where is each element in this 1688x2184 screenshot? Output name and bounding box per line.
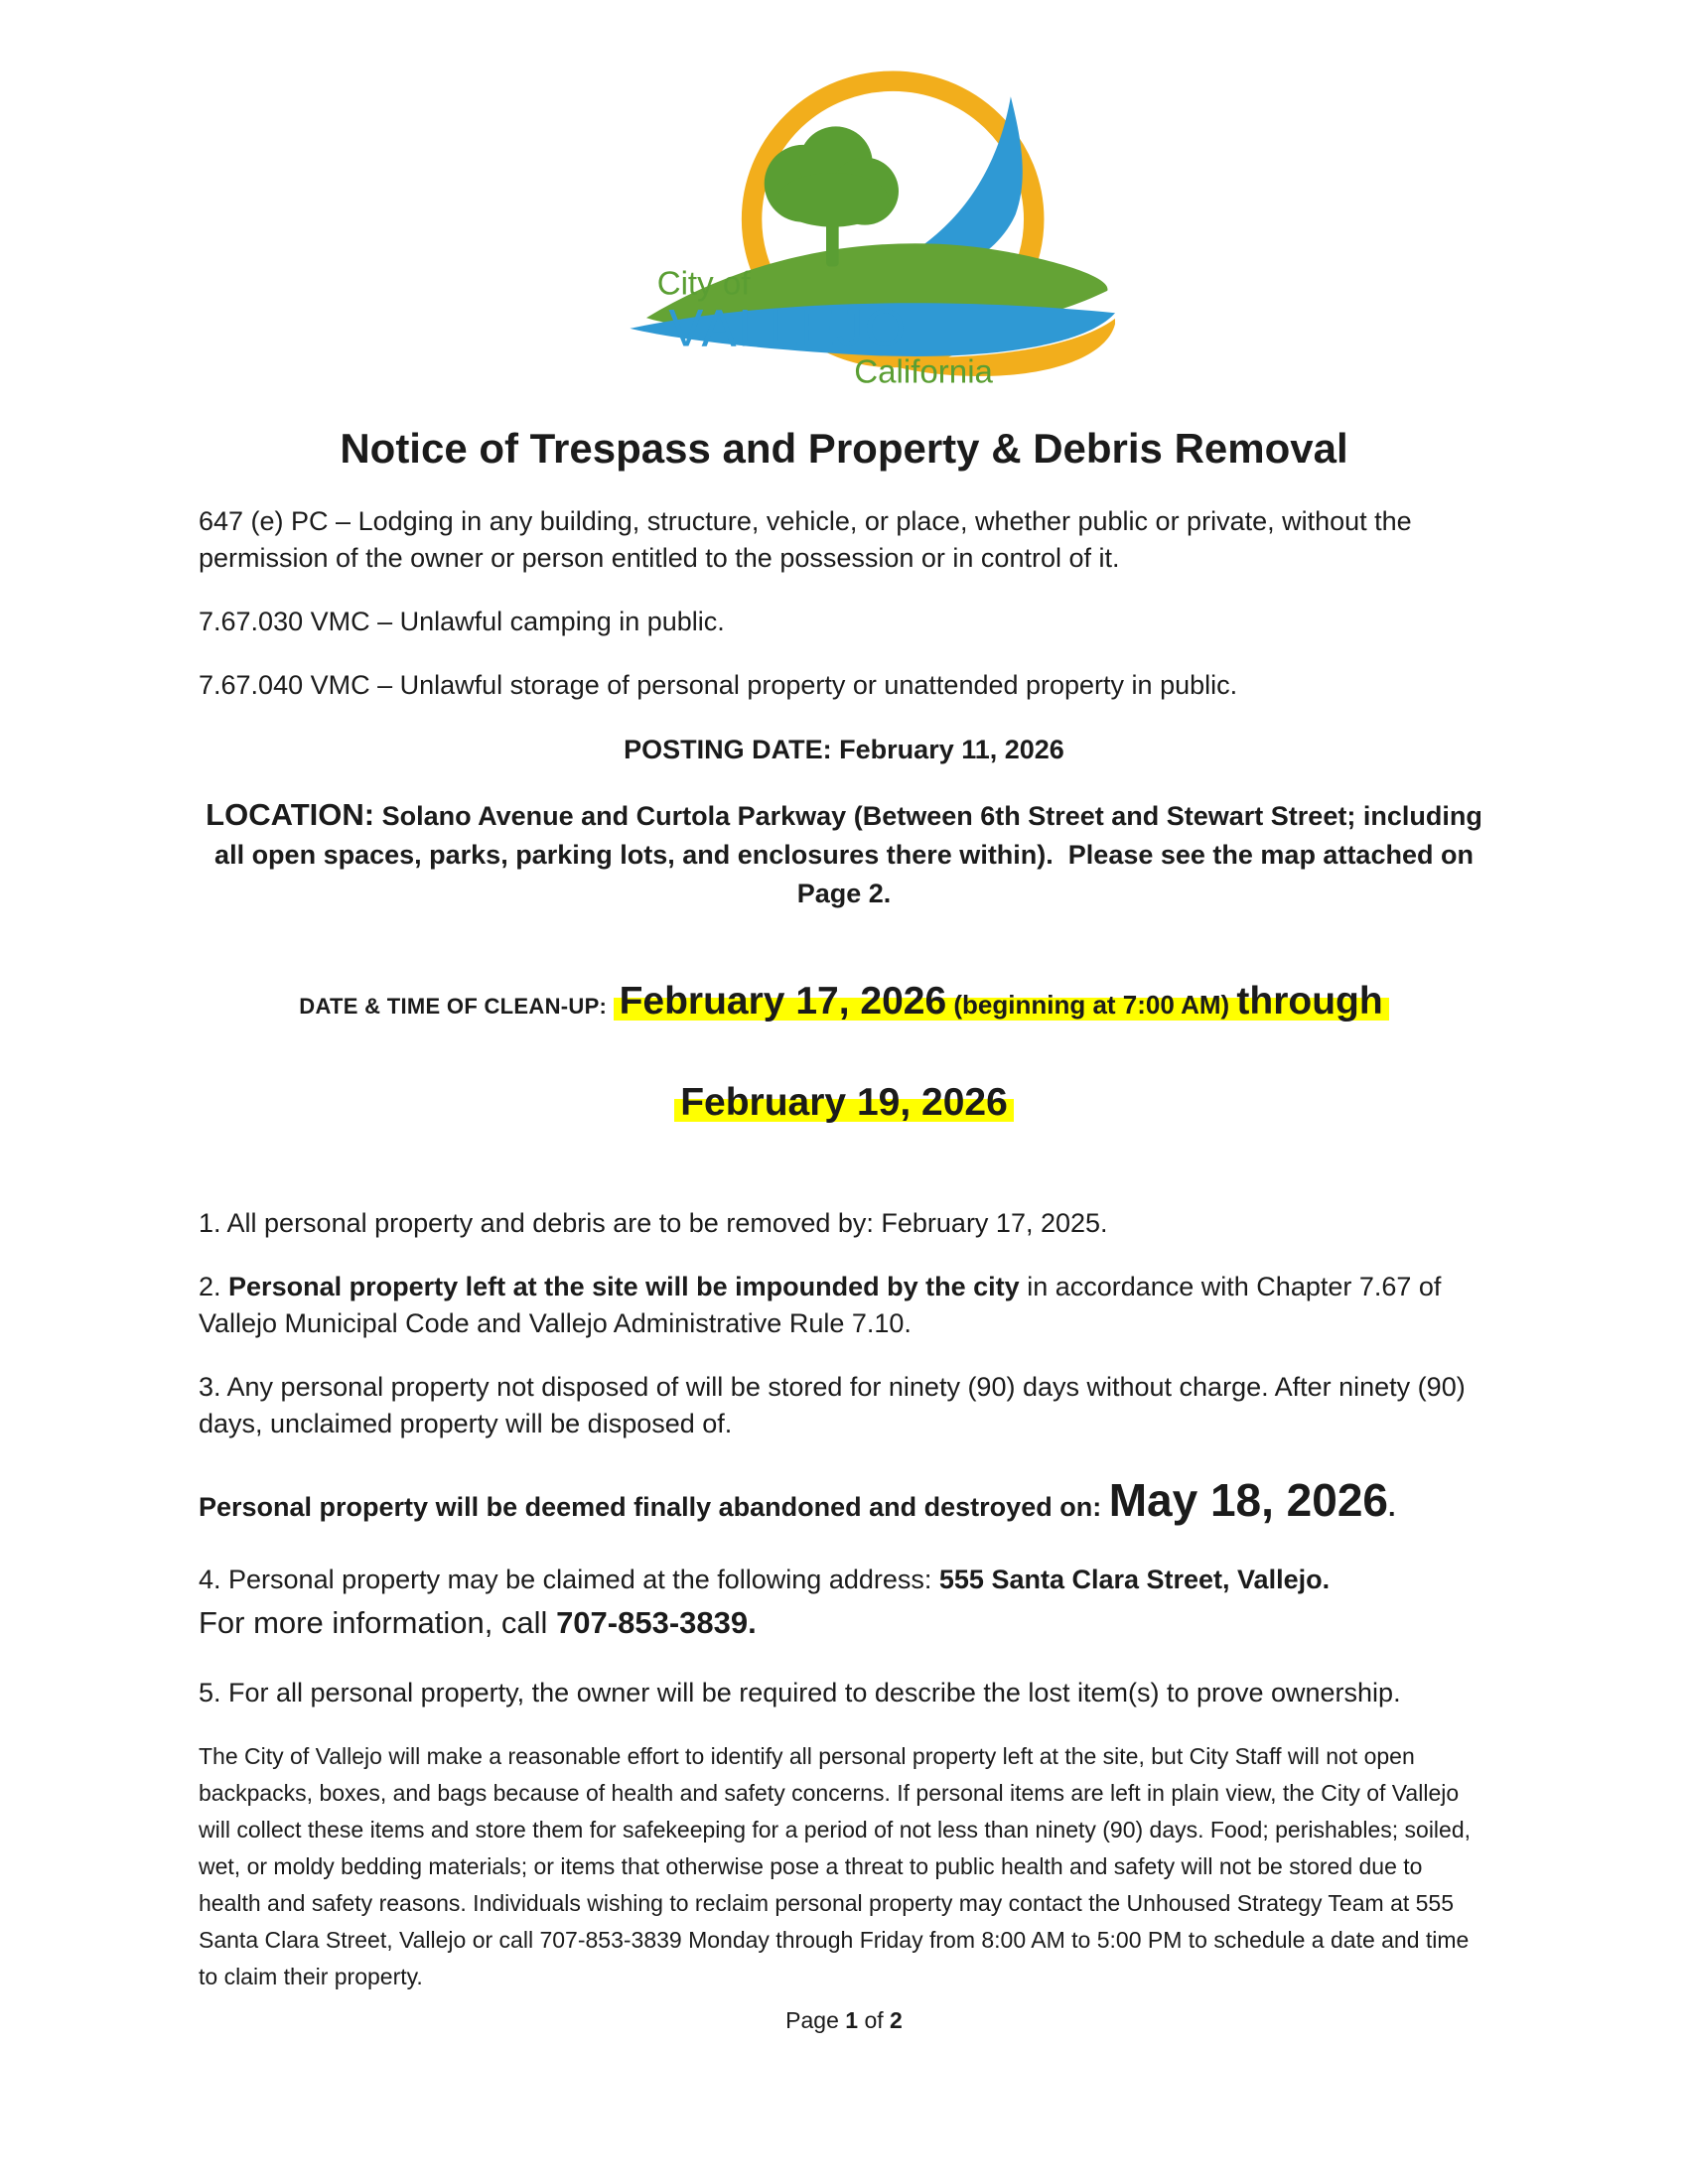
city-of-vallejo-logo [574, 69, 1115, 398]
abandoned-line [199, 1469, 1489, 1538]
phone-number: 707-853-3839 [556, 1604, 749, 1640]
footer-page-label: Page [785, 2007, 846, 2033]
footer-page-number: 1 [845, 2007, 859, 2033]
item-2-bold-text: Personal property left at the site will be impounded by the city [228, 1271, 1020, 1301]
page-footer [0, 2007, 1688, 2034]
cleanup-start-note: (beginning at 7:00 AM) [946, 989, 1237, 1020]
document-title: Notice of Trespass and Property & Debris Removal [340, 424, 1348, 472]
item-2 [199, 1269, 1489, 1342]
logo-text-vallejo: VALLEJO [667, 299, 908, 358]
intro-paragraph-647pc: 647 (e) PC – Lodging in any building, structure, vehicle, or place, whether public or private, without the permission of the owner or person entitled to the possession or in control of it. [199, 505, 1412, 573]
footer-total-pages: 2 [890, 2007, 903, 2033]
cleanup-label: DATE & TIME OF CLEAN-UP: [299, 993, 614, 1019]
more-info-text: For more information, call [199, 1604, 557, 1640]
city-logo-graphic [574, 69, 1115, 398]
item-4 [199, 1562, 1489, 1648]
posting-date-line [199, 731, 1489, 768]
location-paragraph [199, 795, 1489, 913]
logo-text-california: California [853, 353, 993, 391]
item-3: 3. Any personal property not disposed of will be stored for ninety (90) days without charge. After ninety (90) days, unclaimed property will be disposed of. [199, 1371, 1466, 1438]
footer-of-label: of [858, 2007, 891, 2033]
item-1: 1. All personal property and debris are to be removed by: February 17, 2025. [199, 1207, 1108, 1238]
cleanup-line-2 [199, 1074, 1489, 1140]
location-value: Solano Avenue and Curtola Parkway (Between 6th Street and Stewart Street; including all open spaces, parks, parking lots, and enclosures there within). Please see the map attached on Page 2. [214, 800, 1490, 908]
item-2-number: 2. [199, 1271, 229, 1301]
item-5: 5. For all personal property, the owner will be required to describe the lost item(s) to prove ownership. [199, 1677, 1401, 1707]
abandoned-label: Personal property will be deemed finally abandoned and destroyed on: [199, 1491, 1109, 1522]
cleanup-start-date: February 17, 2026 [619, 979, 947, 1023]
fine-print: The City of Vallejo will make a reasonable effort to identify all personal property left at the site, but City Staff will not open backpacks, boxes, and bags because of health and safety concerns. If personal items are left in plain view, the City of Vallejo will collect these items and store them for safekeeping for a period of not less than ninety (90) days. Food; perishables; soiled, wet, or moldy bedding materials; or items that otherwise pose a threat to public health and safety will not be stored due to health and safety reasons. Individuals wishing to reclaim personal property may contact the Unhoused Strategy Team at 555 Santa Clara Street, Vallejo or call 707-853-3839 Monday through Friday from 8:00 AM to 5:00 PM to schedule a date and time to claim their property. [199, 1742, 1472, 1989]
item-4-text: 4. Personal property may be claimed at the following address: [199, 1564, 939, 1594]
intro-paragraph-767030: 7.67.030 VMC – Unlawful camping in public. [199, 606, 725, 636]
cleanup-end-date: February 19, 2026 [680, 1080, 1008, 1124]
item-4-address: 555 Santa Clara Street, Vallejo. [938, 1564, 1331, 1594]
item-2-rest-text: in accordance with Chapter 7.67 of Vallejo Municipal Code and Vallejo Administrative Rule 7.10. [199, 1271, 1449, 1338]
location-label: LOCATION: [206, 796, 375, 832]
cleanup-connector: through [1236, 979, 1383, 1023]
posting-date-value: February 11, 2026 [831, 734, 1064, 764]
posting-date-label: POSTING DATE: [624, 734, 832, 764]
intro-paragraph-767040: 7.67.040 VMC – Unlawful storage of personal property or unattended property in public. [199, 669, 1238, 700]
cleanup-highlight-2 [674, 1080, 1014, 1124]
logo-text-city-of: City of [656, 265, 750, 303]
cleanup-line-1 [199, 973, 1489, 1038]
cleanup-date-block [199, 937, 1489, 1175]
abandoned-date: May 18, 2026 [1108, 1473, 1389, 1526]
cleanup-highlight-1 [614, 979, 1389, 1023]
abandoned-period: . [1388, 1491, 1396, 1522]
phone-period: . [748, 1604, 757, 1640]
